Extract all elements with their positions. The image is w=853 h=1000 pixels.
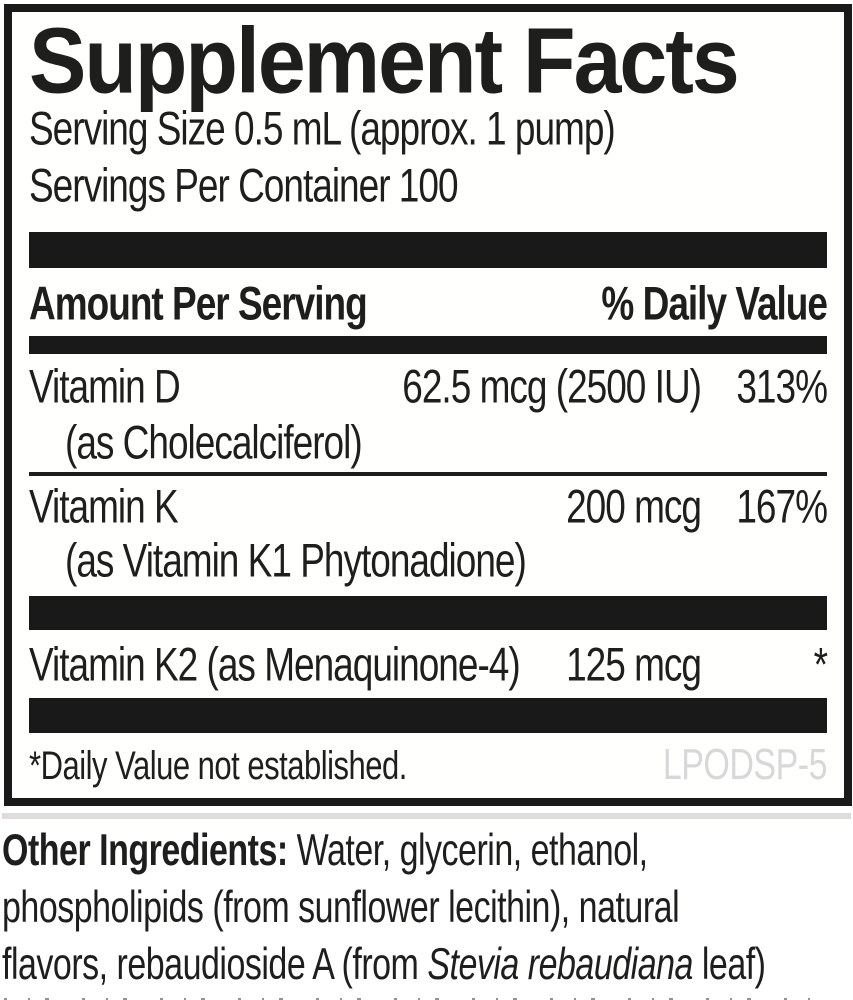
other-ingredients-paragraph [2, 823, 851, 994]
column-header-row [29, 268, 827, 336]
serving-size-line: Serving Size 0.5 mL (approx. 1 pump) [29, 102, 615, 155]
daily-value-header: % Daily Value [601, 277, 827, 330]
other-ingredients-line-2: phospholipids (from sunflower lecithin), natural [2, 883, 680, 933]
footnote-row [29, 733, 827, 794]
supplement-facts-panel [4, 4, 852, 806]
other-ingredients-line-3: flavors, rebaudioside A (from Stevia rebaudiana leaf) [2, 940, 766, 990]
thick-divider-middle [29, 596, 827, 630]
supplement-label-page [0, 4, 853, 1000]
nutrient-detail: (as Cholecalciferol) [65, 416, 362, 469]
nutrient-daily-value: 167% [736, 480, 827, 533]
product-code: LPODSP-5 [662, 740, 827, 790]
panel-title-text: Supplement Facts [29, 9, 738, 113]
vitamin-k2-main-line [29, 638, 827, 691]
stevia-botanical-name: Stevia rebaudiana [427, 940, 693, 990]
mid-divider [29, 336, 827, 354]
nutrient-name: Vitamin D [29, 360, 180, 413]
nutrient-name: Vitamin K [29, 480, 178, 533]
nutrient-row-vitamin-d [29, 354, 827, 472]
vitamin-d-main-line [29, 360, 827, 413]
nutrient-daily-value: * [813, 638, 827, 691]
thick-divider-top [29, 232, 827, 268]
other-ingredients-line-1: Other Ingredients: Water, glycerin, ethanol, [2, 826, 648, 876]
thick-divider-bottom [29, 698, 827, 733]
nutrient-amount: 62.5 mcg (2500 IU) [402, 360, 701, 413]
amount-per-serving-header: Amount Per Serving [29, 277, 367, 330]
nutrient-daily-value: 313% [736, 360, 827, 413]
nutrient-amount: 125 mcg [566, 638, 701, 691]
nutrient-detail: (as Vitamin K1 Phytonadione) [65, 534, 526, 587]
nutrient-row-vitamin-k [29, 476, 827, 596]
panel-title [29, 9, 827, 113]
nutrient-amount: 200 mcg [566, 480, 701, 533]
other-ingredients-heading: Other Ingredients: [2, 826, 288, 876]
nutrient-name: Vitamin K2 (as Menaquinone-4) [29, 638, 520, 691]
nutrient-row-vitamin-k2 [29, 630, 827, 698]
vitamin-k-main-line [29, 480, 827, 533]
servings-per-container-line: Servings Per Container 100 [29, 159, 458, 212]
daily-value-footnote: *Daily Value not established. [29, 742, 407, 788]
